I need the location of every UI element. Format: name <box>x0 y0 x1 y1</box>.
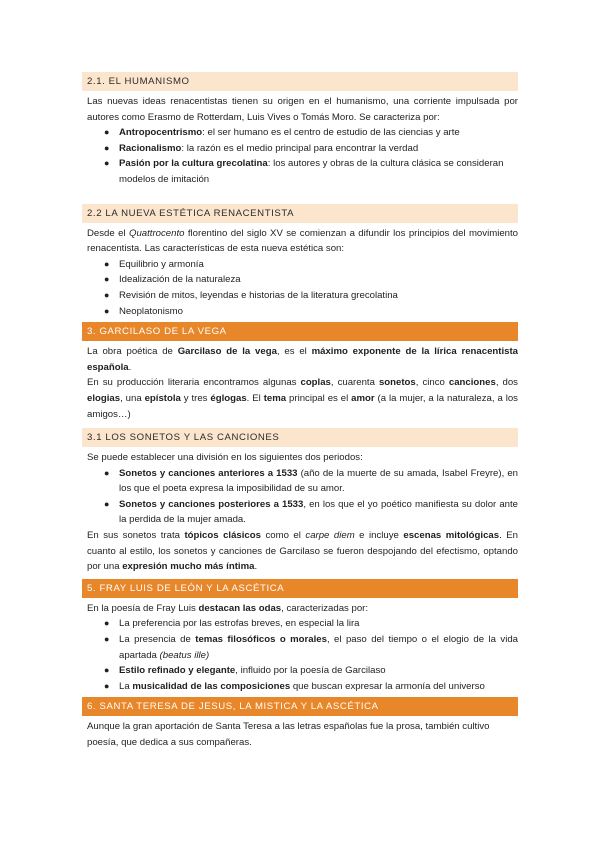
bullet-icon: ● <box>104 158 110 169</box>
garcilaso-p1: La obra poética de Garcilaso de la vega, es el máximo exponente de la lírica renacentista española. <box>87 346 518 373</box>
bullet-icon: ● <box>104 142 110 153</box>
list-item: ● Estilo refinado y elegante, influido por la poesía de Garcilaso <box>87 663 518 679</box>
list-item: ● Idealización de la naturaleza <box>87 272 518 288</box>
document-content <box>82 72 518 751</box>
list-item: ● Sonetos y canciones anteriores a 1533 (año de la muerte de su amada, Isabel Freyre), en los que el poeta expresa la imposibilidad de su amor. <box>104 467 518 495</box>
santa-teresa-paragraph: Aunque la gran aportación de Santa Teresa a las letras españolas fue la prosa, también cultivo poesía, que dedica a sus compañeras. <box>87 721 490 748</box>
bullet-icon: ● <box>104 498 110 509</box>
bullet-icon: ● <box>104 305 110 316</box>
section-header-fray-luis: 5. FRAY LUIS DE LEÓN Y LA ASCÉTICA <box>82 579 518 598</box>
list-item: ● Antropocentrismo: el ser humano es el centro de estudio de las ciencias y arte <box>87 125 518 141</box>
humanismo-intro: Las nuevas ideas renacentistas tienen su origen en el humanismo, una corriente impulsada por autores como Erasmo de Rotterdam, Luis Vives o Tomás Moro. Se caracteriza por: <box>87 96 518 123</box>
section-header-garcilaso: 3. GARCILASO DE LA VEGA <box>82 322 518 341</box>
garcilaso-p2: En su producción literaria encontramos algunas coplas, cuarenta sonetos, cinco canciones, dos elogias, una epístola y tres églogas. El tema principal es el amor (a la mujer, a la naturaleza, a los amigos…) <box>87 377 518 420</box>
bullet-icon: ● <box>104 665 110 676</box>
list-item: ● Revisión de mitos, leyendas e historias de la literatura grecolatina <box>87 288 518 304</box>
bullet-icon: ● <box>104 274 110 285</box>
bullet-icon: ● <box>104 634 110 645</box>
estetica-list <box>82 257 518 319</box>
list-item: ● Sonetos y canciones posteriores a 1533, en los que el yo poético manifiesta su dolor ante la perdida de la mujer amada. <box>104 498 518 526</box>
bullet-icon: ● <box>104 618 110 629</box>
section-header-estetica: 2.2 LA NUEVA ESTÉTICA RENACENTISTA <box>82 204 518 223</box>
sonetos-list <box>82 466 518 528</box>
list-item: ● Racionalismo: la razón es el medio principal para encontrar la verdad <box>87 141 518 157</box>
list-item: ● La preferencia por las estrofas breves, en especial la lira <box>87 616 518 632</box>
list-item: ● La presencia de temas filosóficos o morales, el paso del tiempo o el elogio de la vida apartada (beatus ille) <box>104 634 519 661</box>
bullet-icon: ● <box>104 467 110 478</box>
section-header-sonetos: 3.1 LOS SONETOS Y LAS CANCIONES <box>82 428 518 447</box>
section-header-humanismo: 2.1. EL HUMANISMO <box>82 72 518 91</box>
sonetos-intro: Se puede establecer una división en los siguientes dos periodos: <box>87 452 363 464</box>
list-item: ● La musicalidad de las composiciones que buscan expresar la armonía del universo <box>87 679 518 695</box>
bullet-icon: ● <box>104 680 110 691</box>
estetica-intro: Desde el Quattrocento florentino del siglo XV se comienzan a difundir los principios del movimiento renacentista. Las características de esta nueva estética son: <box>87 227 518 255</box>
bullet-icon: ● <box>104 258 110 269</box>
bullet-icon: ● <box>104 289 110 300</box>
fray-luis-intro: En la poesía de Fray Luis destacan las odas, caracterizadas por: <box>87 602 369 614</box>
section-header-santa-teresa: 6. SANTA TERESA DE JESUS, LA MISTICA Y LA ASCÉTICA <box>82 697 518 716</box>
list-item: ● Equilibrio y armonía <box>87 257 518 273</box>
list-item: ● Neoplatonismo <box>87 304 518 320</box>
list-item: ● Pasión por la cultura grecolatina: los autores y obras de la cultura clásica se consideran modelos de imitación <box>104 158 504 185</box>
sonetos-closing: En sus sonetos trata tópicos clásicos como el carpe diem e incluye escenas mitológicas. En cuanto al estilo, los sonetos y canciones de Garcilaso se fueron despojando del efectismo, optando por una expresión mucho más íntima. <box>87 530 518 573</box>
bullet-icon: ● <box>104 127 110 138</box>
fray-luis-list <box>82 616 518 694</box>
humanismo-list <box>82 125 518 187</box>
